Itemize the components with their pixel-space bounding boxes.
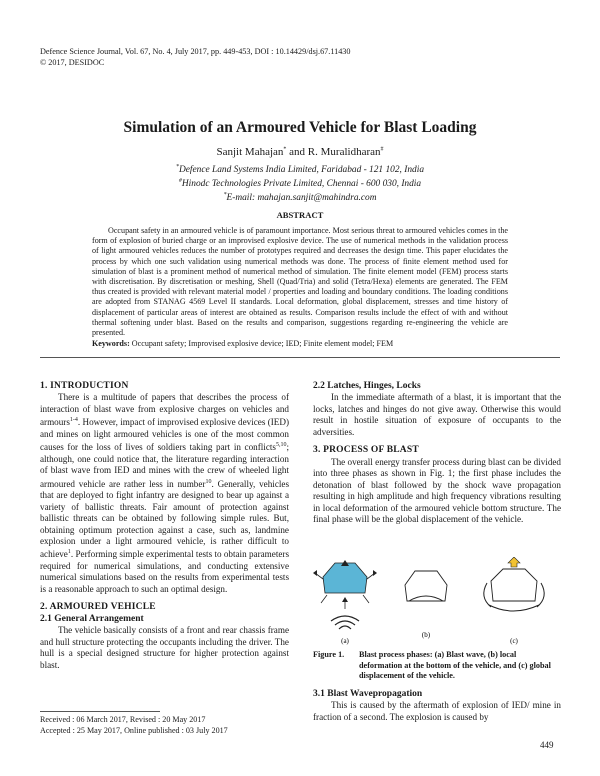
figure-1-caption-text: Blast process phases: (a) Blast wave, (b) local deformation at the bottom of the vehicle, and (c) global displacement of the vehicle. bbox=[359, 650, 551, 680]
journal-citation: Defence Science Journal, Vol. 67, No. 4, July 2017, pp. 449-453, DOI : 10.14429/dsj.67.11430 bbox=[40, 47, 351, 56]
affiliation-1: *Defence Land Systems India Limited, Faridabad - 121 102, India bbox=[175, 164, 425, 176]
author-1: Sanjit Mahajan bbox=[216, 146, 284, 158]
journal-header bbox=[40, 46, 350, 68]
received-date: Received : 06 March 2017, Revised : 20 May 2017 bbox=[40, 715, 206, 724]
paper-title: Simulation of an Armoured Vehicle for Blast Loading bbox=[123, 119, 477, 136]
copyright-line: © 2017, DESIDOC bbox=[40, 58, 105, 67]
intro-paragraph: There is a multitude of papers that describes the process of interaction of blast wave from explosive charges on vehicles and armours$^{1-4}$. However, impact of improvised explosive devices (IED) and mines on light armoured vehicles is one of the most common causes for the loss of lives of soldiers taking part in conflicts$^{5,10}$; although, one could notice that, the literature regarding interaction of blast wave from IED and mines with the crew of wheeled light armoured vehicle are rather less in number$^{10}$. Generally, vehicles that are deployed to fight infantry are designed to bear up against a variety of ballistic threats. Fair amount of protection against ballistic threats can be obtained by following simple rules. But, obtaining optimum protection against a case, such as, landmine explosion under a light armoured vehicle, is rather difficult to achieve$^1$. Performing simple experimental tests to obtain parameters required for numerical simulations, and conducting extensive numerical simulations based on the results from experimental tests is a reasonable approach to such an optimal design. bbox=[40, 392, 290, 594]
fig-label-c: (c) bbox=[510, 637, 518, 645]
latches-text: In the immediate aftermath of a blast, it is important that the locks, latches and hinges do not give away. Otherwise this would result in hostile situation of exposure of occupants to the adversities. bbox=[313, 392, 561, 437]
blast-wave-text: This is caused by the aftermath of explosion of IED/ mine in fraction of a second. The explosion is caused by bbox=[313, 700, 561, 722]
vehicle-a bbox=[313, 560, 377, 629]
page-number: 449 bbox=[540, 740, 554, 750]
author-2-mark: # bbox=[380, 146, 384, 153]
vehicle-c bbox=[484, 557, 544, 611]
keywords-label: Keywords: bbox=[92, 339, 130, 348]
fig-label-a: (a) bbox=[341, 637, 349, 645]
general-arrangement-text: The vehicle basically consists of a front and rear chassis frame and hull structure protecting the occupants including the driver. The hull is a special designed structure for higher protection against blast. bbox=[40, 625, 289, 670]
affiliations bbox=[0, 162, 600, 204]
author-1-mark: * bbox=[283, 146, 287, 153]
abstract-heading: ABSTRACT bbox=[276, 210, 324, 220]
vehicle-b bbox=[405, 571, 447, 601]
keywords-line bbox=[92, 339, 508, 348]
section-1-heading: 1. INTRODUCTION bbox=[40, 381, 129, 391]
left-column bbox=[40, 381, 289, 671]
fig-label-b: (b) bbox=[421, 631, 431, 639]
subsection-2-2-heading: 2.2 Latches, Hinges, Locks bbox=[313, 381, 421, 391]
subsection-2-1-heading: 2.1 General Arrangement bbox=[40, 613, 144, 624]
section-3-heading: 3. PROCESS OF BLAST bbox=[313, 445, 419, 456]
figure-1-caption bbox=[313, 650, 561, 682]
right-column-top bbox=[313, 381, 561, 525]
author-line bbox=[0, 146, 600, 158]
manuscript-dates bbox=[40, 714, 228, 736]
keywords-text: Occupant safety; Improvised explosive device; IED; Finite element model; FEM bbox=[129, 339, 394, 348]
abstract-text: Occupant safety in an armoured vehicle is of paramount importance. Most serious threat to armoured vehicles comes in the form of explosion of buried charge or an improvised explosive device. The use of numerical methods in the validation process of light armoured vehicles reduces the number of prototypes required and decreases the design time. This paper elucidates the process by which one such validation using numerical methods was done. The process of finite element method used for simulation of blast is a prominent method of numerical method of simulation. The finite element model (FEM) process starts with discretisation. By discretisation or meshing, Shell (Quad/Tria) and solid (Tetra/Hexa) elements are generated. The FEM thus created is provided with relevant material model / properties and loading and boundary conditions. The loading conditions are adopted from STANAG 4569 Level II standards. Local deformation, global displacement, stresses and time history of displacement of particular areas of interest are obtained as results. Comparison results include the effect of with and without thermal softening under blast. Based on the results and comparison, suggestions regarding re-engineering the vehicle are presented. bbox=[92, 226, 508, 338]
section-divider bbox=[40, 357, 560, 358]
footnote-rule bbox=[40, 711, 160, 712]
author-2: R. Muralidharan bbox=[307, 146, 381, 158]
subsection-3-1-heading: 3.1 Blast Wavepropagation bbox=[313, 689, 423, 699]
affiliation-email: *E-mail: mahajan.sanjit@mahindra.com bbox=[223, 192, 377, 204]
affiliation-2: #Hinodc Technologies Private Limited, Chennai - 600 030, India bbox=[178, 178, 422, 190]
author-and: and bbox=[286, 146, 308, 158]
process-of-blast-text: The overall energy transfer process during blast can be divided into three phases as shown in Fig. 1; the first phase includes the detonation of blast followed by the shock wave propagation resulting in high amplitude and high frequency vibrations resulting in local deformation of the armoured vehicle bottom structure. The final phase will be the global displacement of the vehicle. bbox=[313, 456, 561, 524]
accepted-date: Accepted : 25 May 2017, Online published : 03 July 2017 bbox=[40, 726, 228, 735]
figure-1-label: Figure 1. bbox=[313, 650, 345, 659]
figure-1-diagram bbox=[313, 557, 561, 647]
section-2-heading: 2. ARMOURED VEHICLE bbox=[40, 602, 156, 613]
right-column-bottom bbox=[313, 689, 561, 723]
